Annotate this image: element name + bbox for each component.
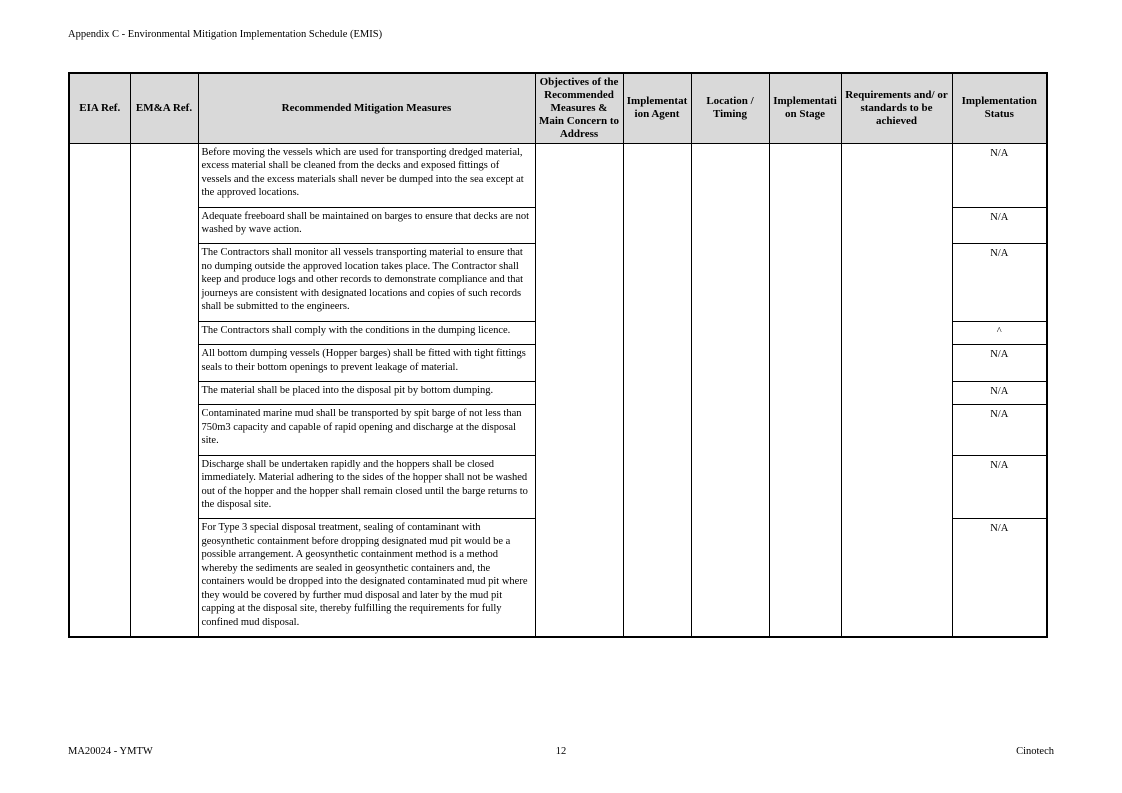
cell-requirements (841, 143, 952, 637)
footer-company: Cinotech (1016, 746, 1054, 757)
measure-cell: All bottom dumping vessels (Hopper barges) shall be fitted with tight fittings seals to their bottom openings to prevent leakage of material. (198, 345, 535, 382)
cell-implementation-agent (623, 143, 691, 637)
measure-cell: Discharge shall be undertaken rapidly and the hoppers shall be closed immediately. Material adhering to the sides of the hopper shall not be washed out of the hopper and the hopper shall remain closed until the barge returns to the disposal site. (198, 455, 535, 519)
measure-cell: The Contractors shall comply with the conditions in the dumping licence. (198, 321, 535, 344)
header-ema-ref: EM&A Ref. (130, 73, 198, 143)
status-cell: N/A (952, 519, 1047, 637)
measure-cell: For Type 3 special disposal treatment, sealing of contaminant with geosynthetic containment before dropping designated mud pit would be a possible arrangement. A geosynthetic containment method is a method whereby the sediments are sealed in geosynthetic containers and, the containers would be dropped into the designated contaminated mud pit where they would be covered by further mud disposal and later by the mud pit capping at the disposal site, thereby fulfilling the requirements for fully confined mud disposal. (198, 519, 535, 637)
header-implementation-agent: Implementation Agent (623, 73, 691, 143)
header-objectives: Objectives of the Recommended Measures & Main Concern to Address (535, 73, 623, 143)
status-cell: N/A (952, 207, 1047, 244)
footer-project-ref: MA20024 - YMTW (68, 746, 153, 757)
measure-cell: Before moving the vessels which are used for transporting dredged material, excess material shall be cleaned from the decks and exposed fittings of vessels and the excess materials shall never be dumped into the sea except at the approved locations. (198, 143, 535, 207)
status-cell: N/A (952, 345, 1047, 382)
page-title: Appendix C - Environmental Mitigation Implementation Schedule (EMIS) (68, 29, 383, 40)
cell-implementation-stage (769, 143, 841, 637)
header-eia-ref: EIA Ref. (69, 73, 130, 143)
footer-page-number: 12 (555, 746, 567, 757)
header-implementation-status: Implementation Status (952, 73, 1047, 143)
emis-table (68, 72, 1048, 638)
status-cell: N/A (952, 381, 1047, 404)
status-cell: ^ (952, 321, 1047, 344)
measure-cell: Adequate freeboard shall be maintained on barges to ensure that decks are not washed by wave action. (198, 207, 535, 244)
cell-location-timing (691, 143, 769, 637)
measure-cell: Contaminated marine mud shall be transported by spit barge of not less than 750m3 capacity and capable of rapid opening and discharge at the disposal site. (198, 405, 535, 455)
measure-cell: The material shall be placed into the disposal pit by bottom dumping. (198, 381, 535, 404)
page-footer (68, 746, 1054, 757)
status-cell: N/A (952, 244, 1047, 321)
cell-eia-ref (69, 143, 130, 637)
status-cell: N/A (952, 455, 1047, 519)
header-mitigation-measures: Recommended Mitigation Measures (198, 73, 535, 143)
header-implementation-stage: Implementation Stage (769, 73, 841, 143)
cell-ema-ref (130, 143, 198, 637)
table-row (69, 143, 1047, 207)
measure-cell: The Contractors shall monitor all vessels transporting material to ensure that no dumping outside the approved location takes place. The Contractor shall keep and produce logs and other records to demonstrate compliance and that journeys are consistent with designated locations and copies of such records shall be submitted to the engineers. (198, 244, 535, 321)
header-location-timing: Location / Timing (691, 73, 769, 143)
status-cell: N/A (952, 143, 1047, 207)
status-cell: N/A (952, 405, 1047, 455)
cell-objectives (535, 143, 623, 637)
table-header-row (69, 73, 1047, 143)
header-requirements: Requirements and/ or standards to be achieved (841, 73, 952, 143)
